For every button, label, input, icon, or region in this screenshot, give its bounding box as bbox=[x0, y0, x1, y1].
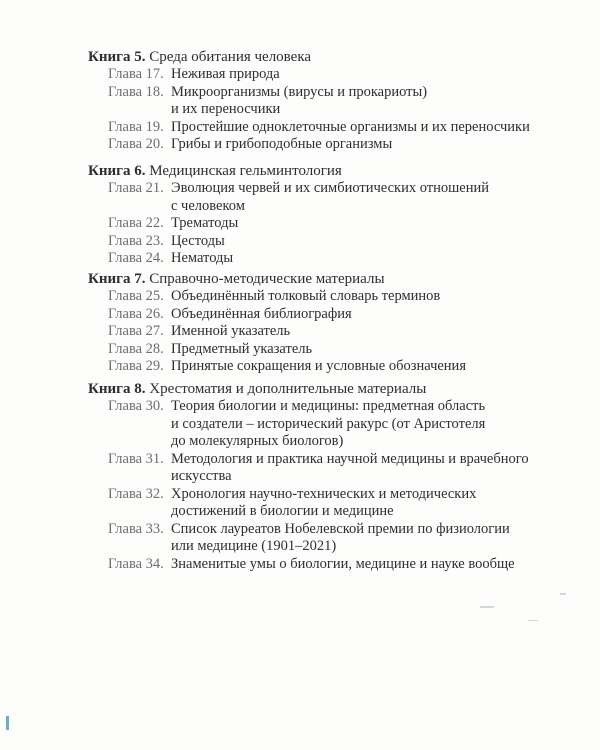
scan-smudge bbox=[560, 593, 566, 595]
chapter-title: Грибы и грибоподобные организмы bbox=[171, 136, 393, 152]
chapter-label: Глава 24. bbox=[108, 250, 164, 266]
chapter-24 bbox=[108, 250, 588, 268]
book-title: Хрестоматия и дополнительные материалы bbox=[149, 381, 427, 397]
book-heading bbox=[88, 162, 588, 180]
chapter-label: Глава 28. bbox=[108, 340, 164, 357]
chapter-32 bbox=[108, 486, 588, 521]
scan-smudge bbox=[528, 620, 538, 621]
chapter-31 bbox=[108, 451, 588, 486]
chapter-label: Глава 33. bbox=[108, 520, 164, 537]
chapter-title: Микроорганизмы (вирусы и прокариоты) bbox=[171, 83, 428, 100]
chapter-title: Список лауреатов Нобелевской премии по физиологии bbox=[171, 520, 510, 537]
chapter-title-continuation: или медицине (1901–2021) bbox=[171, 538, 337, 554]
chapter-title: Трематоды bbox=[171, 215, 239, 231]
chapter-34 bbox=[108, 556, 588, 574]
chapter-27 bbox=[108, 323, 588, 341]
chapter-25 bbox=[108, 288, 588, 306]
book-heading bbox=[88, 48, 588, 66]
book-title: Среда обитания человека bbox=[149, 49, 312, 65]
chapter-title-continuation: и создатели – исторический ракурс (от Аристотеля bbox=[171, 415, 486, 432]
chapter-title: Цестоды bbox=[171, 232, 225, 249]
chapter-title-continuation: до молекулярных биологов) bbox=[171, 433, 344, 449]
chapter-title: Предметный указатель bbox=[171, 340, 313, 357]
chapter-title: Объединённая библиография bbox=[171, 305, 352, 322]
chapter-label: Глава 26. bbox=[108, 305, 164, 322]
book-5-section bbox=[88, 48, 588, 154]
chapter-label: Глава 21. bbox=[108, 180, 164, 196]
chapter-28 bbox=[108, 341, 588, 359]
chapter-title-continuation: искусства bbox=[171, 468, 232, 484]
book-6-section bbox=[88, 162, 588, 268]
book-label: Книга 8. bbox=[88, 381, 146, 397]
scan-edge-mark bbox=[6, 716, 9, 730]
chapter-23 bbox=[108, 233, 588, 251]
chapter-20 bbox=[108, 136, 588, 154]
chapter-17 bbox=[108, 66, 588, 84]
chapter-26 bbox=[108, 306, 588, 324]
book-8-section bbox=[88, 380, 588, 573]
book-label: Книга 6. bbox=[88, 163, 146, 179]
scan-smudge bbox=[480, 606, 494, 608]
chapter-title-continuation: достижений в биологии и медицине bbox=[171, 503, 394, 519]
chapter-title: Объединённый толковый словарь терминов bbox=[171, 288, 441, 304]
chapter-label: Глава 17. bbox=[108, 66, 164, 82]
chapter-21 bbox=[108, 180, 588, 215]
chapter-title: Эволюция червей и их симбиотических отношений bbox=[171, 180, 489, 196]
book-label: Книга 5. bbox=[88, 49, 146, 65]
chapter-19 bbox=[108, 119, 588, 137]
chapter-label: Глава 32. bbox=[108, 485, 164, 502]
book-label: Книга 7. bbox=[88, 271, 146, 287]
book-title: Медицинская гельминтология bbox=[149, 163, 342, 179]
book-title: Справочно-методические материалы bbox=[149, 271, 385, 287]
chapter-label: Глава 31. bbox=[108, 450, 164, 467]
chapter-22 bbox=[108, 215, 588, 233]
chapter-title: Простейшие одноклеточные организмы и их переносчики bbox=[171, 118, 530, 135]
chapter-label: Глава 23. bbox=[108, 232, 164, 249]
chapter-title: Теория биологии и медицины: предметная область bbox=[171, 398, 486, 414]
book-heading bbox=[88, 380, 588, 398]
chapter-label: Глава 27. bbox=[108, 323, 164, 339]
chapter-label: Глава 30. bbox=[108, 398, 164, 414]
chapter-label: Глава 19. bbox=[108, 118, 164, 135]
chapter-title-continuation: и их переносчики bbox=[171, 101, 281, 117]
chapter-label: Глава 18. bbox=[108, 83, 164, 100]
chapter-title: Неживая природа bbox=[171, 66, 280, 82]
book-7-section bbox=[88, 270, 588, 376]
chapter-label: Глава 20. bbox=[108, 136, 164, 152]
chapter-label: Глава 29. bbox=[108, 358, 164, 374]
chapter-title: Хронология научно-технических и методических bbox=[171, 485, 477, 502]
chapter-title: Именной указатель bbox=[171, 323, 291, 339]
chapter-title: Знаменитые умы о биологии, медицине и науке вообще bbox=[171, 555, 515, 572]
book-heading bbox=[88, 270, 588, 288]
chapter-33 bbox=[108, 521, 588, 556]
chapter-title: Принятые сокращения и условные обозначения bbox=[171, 358, 466, 374]
chapter-title: Методология и практика научной медицины и врачебного bbox=[171, 450, 529, 467]
chapter-title-continuation: с человеком bbox=[171, 197, 245, 214]
chapter-30 bbox=[108, 398, 588, 451]
chapter-label: Глава 25. bbox=[108, 288, 164, 304]
chapter-label: Глава 22. bbox=[108, 215, 164, 231]
chapter-title: Нематоды bbox=[171, 250, 234, 266]
chapter-label: Глава 34. bbox=[108, 555, 164, 572]
chapter-18 bbox=[108, 84, 588, 119]
chapter-29 bbox=[108, 358, 588, 376]
